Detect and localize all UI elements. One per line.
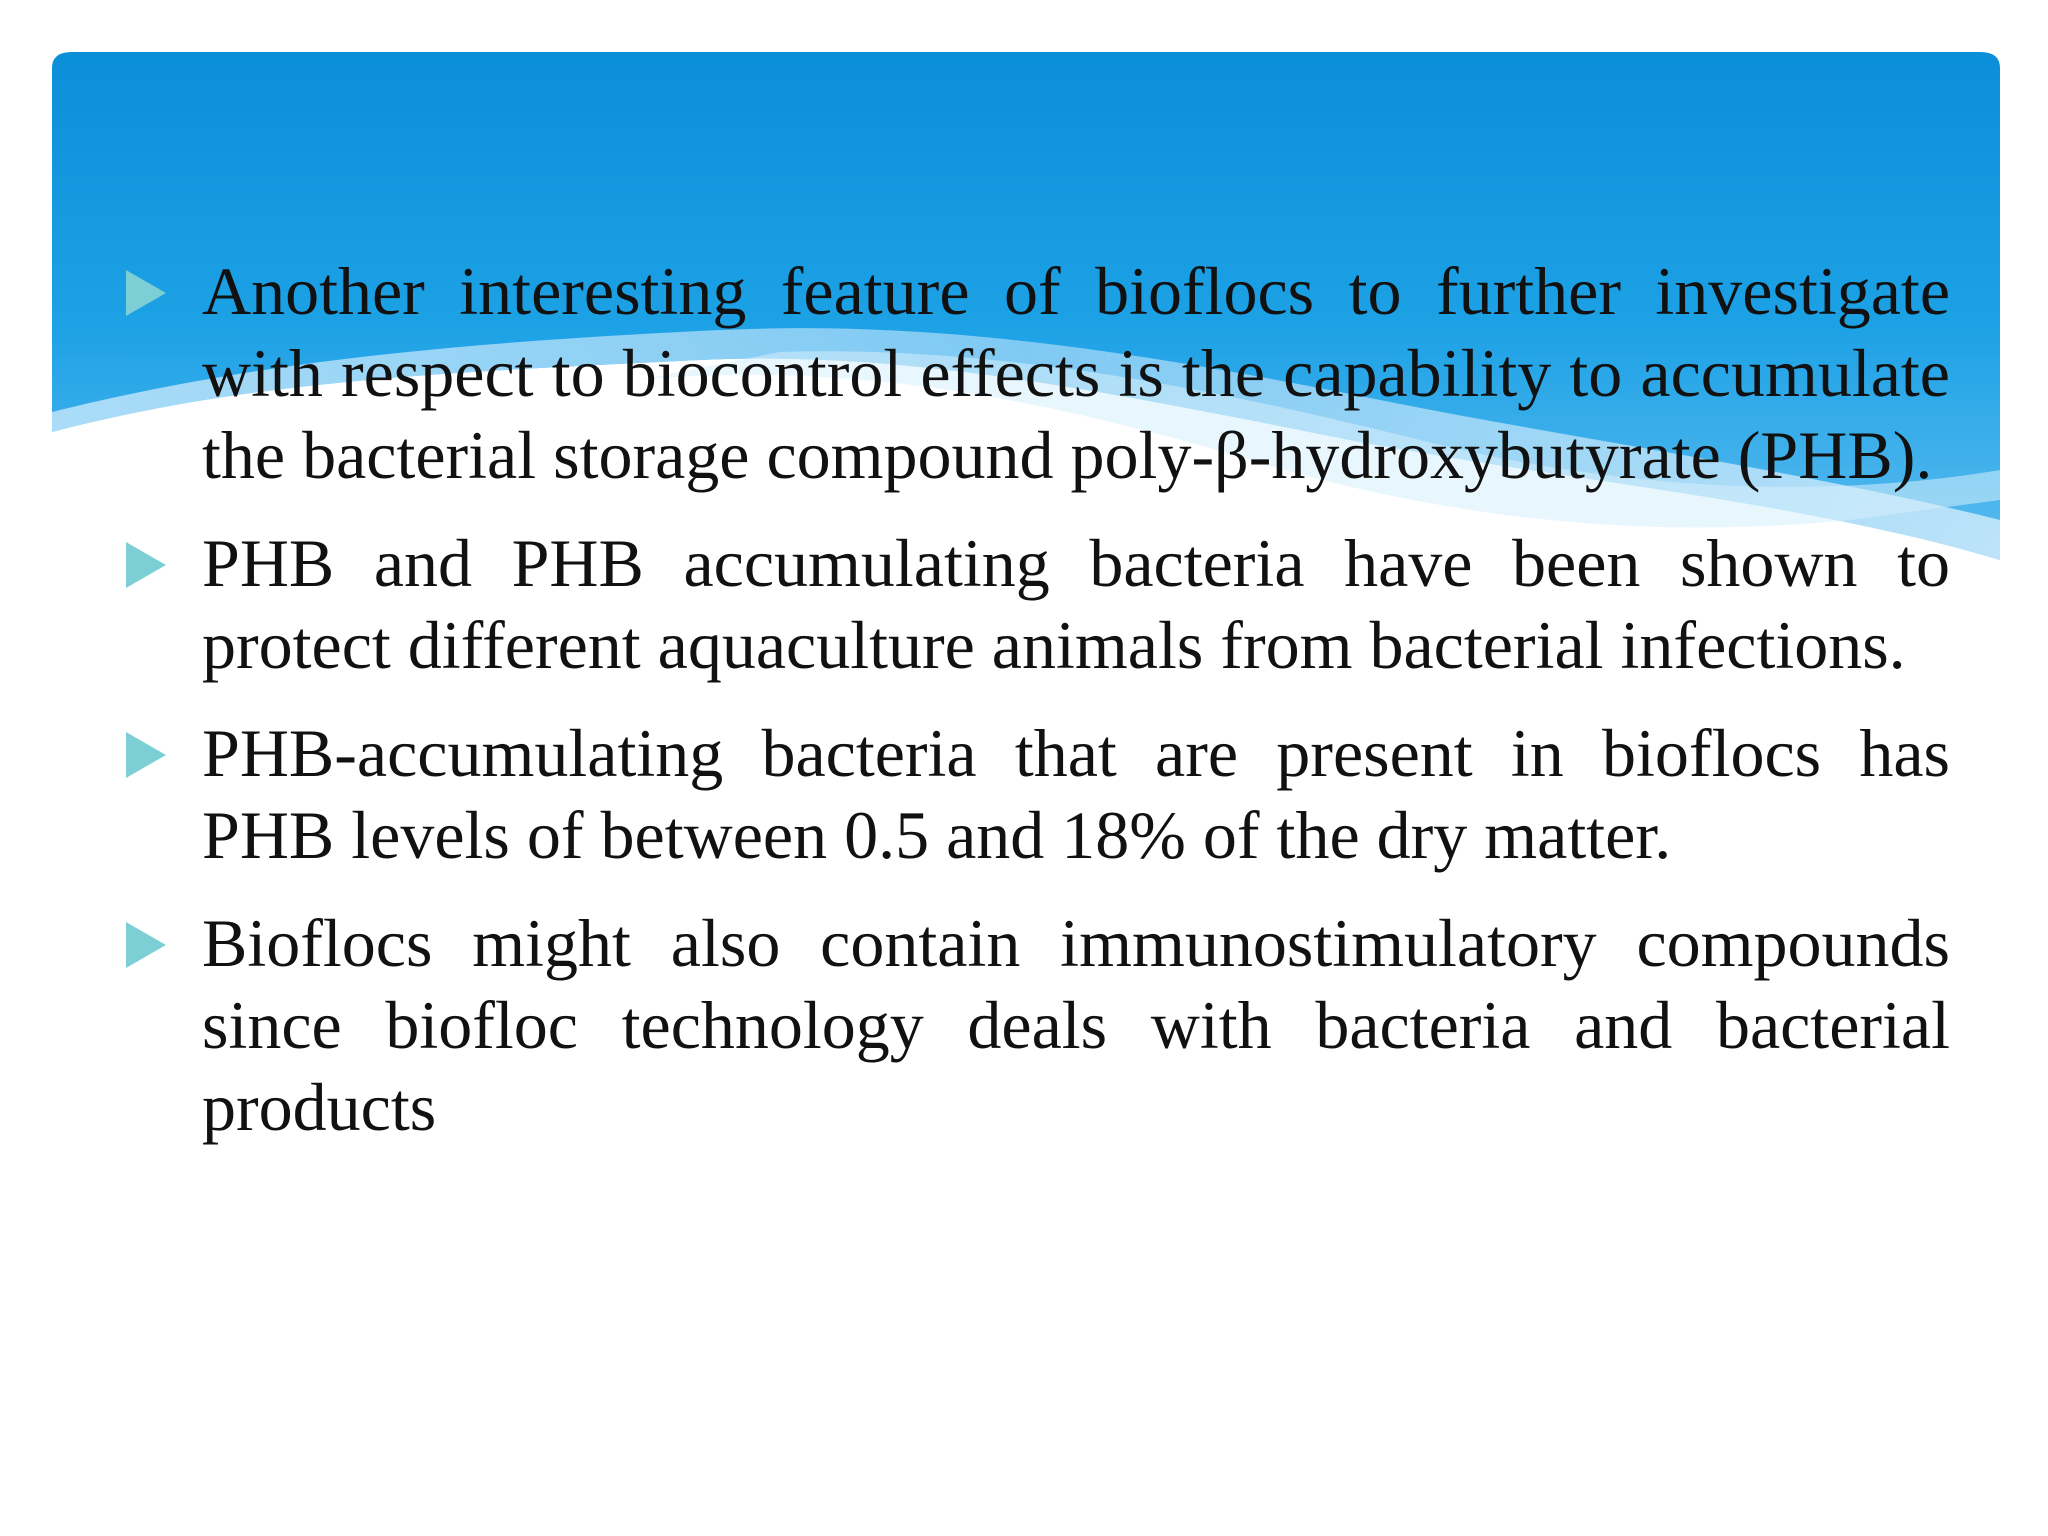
bullet-item [118,902,1950,1148]
triangle-bullet-icon [126,270,166,316]
triangle-bullet-icon [126,732,166,778]
bullet-text: Bioflocs might also contain immunostimulatory compounds since biofloc technology deals with bacteria and bacterial products [202,905,1950,1145]
bullet-text: PHB and PHB accumulating bacteria have been shown to protect different aquaculture animals from bacterial infections. [202,525,1950,683]
bullet-text: PHB-accumulating bacteria that are present in bioflocs has PHB levels of between 0.5 and 18% of the dry matter. [202,715,1950,873]
bullet-item [118,522,1950,686]
bullet-item [118,712,1950,876]
triangle-bullet-icon [126,542,166,588]
bullet-text: Another interesting feature of bioflocs to further investigate with respect to biocontrol effects is the capability to accumulate the bacterial storage compound poly-β-hydroxybutyrate (PHB). [202,253,1950,493]
bullet-list [118,250,1950,1174]
bullet-item [118,250,1950,496]
triangle-bullet-icon [126,922,166,968]
